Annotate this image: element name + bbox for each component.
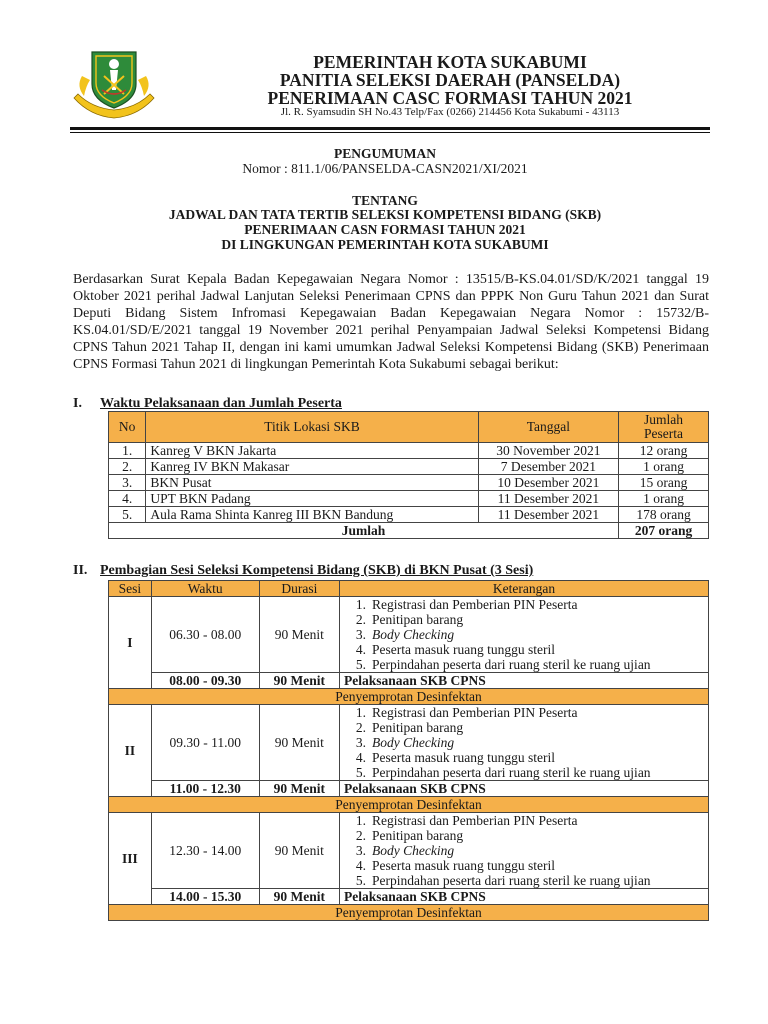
city-emblem-icon	[70, 46, 158, 122]
exam-duration: 90 Menit	[259, 889, 339, 905]
step-number: 2.	[355, 612, 367, 627]
table-row	[109, 507, 709, 523]
list-item	[344, 705, 704, 720]
column-header-date: Tanggal	[478, 412, 618, 443]
step-text: Perpindahan peserta dari ruang steril ke ruang ujian	[372, 873, 651, 888]
total-value: 207 orang	[619, 523, 709, 539]
table-row	[109, 491, 709, 507]
row-count: 12 orang	[619, 443, 709, 459]
list-item	[344, 627, 704, 642]
row-date: 7 Desember 2021	[478, 459, 618, 475]
column-header-location: Titik Lokasi SKB	[146, 412, 478, 443]
row-number: 1.	[109, 443, 146, 459]
session-steps-list	[344, 813, 704, 888]
step-text: Perpindahan peserta dari ruang steril ke ruang ujian	[372, 765, 651, 780]
column-header-duration: Durasi	[259, 581, 339, 597]
subject-line-3: DI LINGKUNGAN PEMERINTAH KOTA SUKABUMI	[221, 237, 549, 252]
announcement-number: Nomor : 811.1/06/PANSELDA-CASN2021/XI/2021	[242, 161, 528, 176]
disinfection-label: Penyemprotan Desinfektan	[109, 797, 709, 813]
exam-row	[109, 781, 709, 797]
row-date: 10 Desember 2021	[478, 475, 618, 491]
exam-time: 11.00 - 12.30	[151, 781, 259, 797]
session-duration: 90 Menit	[259, 705, 339, 781]
disinfection-label: Penyemprotan Desinfektan	[109, 905, 709, 921]
step-number: 5.	[355, 657, 367, 672]
session-steps-list	[344, 597, 704, 672]
step-text: Body Checking	[372, 627, 455, 642]
row-location: BKN Pusat	[146, 475, 478, 491]
exam-row	[109, 889, 709, 905]
step-number: 4.	[355, 750, 367, 765]
session-table	[108, 580, 709, 921]
step-number: 3.	[355, 627, 367, 642]
exam-row	[109, 673, 709, 689]
session-row	[109, 597, 709, 673]
letterhead-line-1: PEMERINTAH KOTA SUKABUMI	[313, 52, 587, 72]
schedule-table	[108, 411, 709, 539]
disinfection-row	[109, 905, 709, 921]
section-1-heading	[73, 396, 342, 412]
section-1-title: Waktu Pelaksanaan dan Jumlah Peserta	[100, 396, 342, 411]
step-number: 3.	[355, 843, 367, 858]
row-date: 30 November 2021	[478, 443, 618, 459]
exam-duration: 90 Menit	[259, 781, 339, 797]
session-number: II	[109, 705, 152, 797]
row-count: 1 orang	[619, 491, 709, 507]
step-number: 4.	[355, 642, 367, 657]
announcement-title: PENGUMUMAN	[334, 146, 436, 161]
step-text: Peserta masuk ruang tunggu steril	[372, 858, 555, 873]
step-text: Peserta masuk ruang tunggu steril	[372, 642, 555, 657]
announcement-about: TENTANG	[352, 193, 418, 208]
step-number: 5.	[355, 765, 367, 780]
column-header-notes: Keterangan	[340, 581, 709, 597]
total-label: Jumlah	[109, 523, 619, 539]
row-location: Kanreg IV BKN Makasar	[146, 459, 478, 475]
row-location: Kanreg V BKN Jakarta	[146, 443, 478, 459]
step-number: 1.	[355, 705, 367, 720]
row-count: 1 orang	[619, 459, 709, 475]
session-time: 12.30 - 14.00	[151, 813, 259, 889]
session-steps-list	[344, 705, 704, 780]
step-text: Penitipan barang	[372, 612, 464, 627]
total-row	[109, 523, 709, 539]
row-number: 3.	[109, 475, 146, 491]
disinfection-row	[109, 689, 709, 705]
letterhead-rule-thick	[70, 127, 710, 130]
session-number: I	[109, 597, 152, 689]
section-2-title: Pembagian Sesi Seleksi Kompetensi Bidang (SKB) di BKN Pusat (3 Sesi)	[100, 563, 534, 578]
exam-time: 08.00 - 09.30	[151, 673, 259, 689]
subject-line-2: PENERIMAAN CASN FORMASI TAHUN 2021	[244, 222, 526, 237]
letterhead-line-3: PENERIMAAN CASC FORMASI TAHUN 2021	[267, 88, 633, 108]
body-paragraph: Berdasarkan Surat Kepala Badan Kepegawaian Negara Nomor : 13515/B-KS.04.01/SD/K/2021 tanggal 19 Oktober 2021 perihal Jadwal Lanjutan Seleksi Penerimaan CPNS dan PPPK Non Guru Tahun 2021 dan Surat Deputi Bidang Sistem Infromasi Kepegawaian Badan Kepegawaian Negara Nomor : 15732/B-KS.04.01/SD/E/2021 tanggal 19 November 2021 perihal Penyampaian Jadwal Seleksi Kompetensi Bidang CPNS Tahun 2021 Tahap II, dengan ini kami umumkan Jadwal Seleksi Kompetensi Bidang (SKB) Penerimaan CPNS Formasi Tahun 2021 di lingkungan Pemerintah Kota Sukabumi sebagai berikut:	[73, 272, 709, 372]
row-date: 11 Desember 2021	[478, 507, 618, 523]
list-item	[344, 657, 704, 672]
column-header-no: No	[109, 412, 146, 443]
section-2-number: II.	[73, 563, 88, 578]
step-number: 4.	[355, 858, 367, 873]
row-location: Aula Rama Shinta Kanreg III BKN Bandung	[146, 507, 478, 523]
list-item	[344, 750, 704, 765]
step-text: Perpindahan peserta dari ruang steril ke ruang ujian	[372, 657, 651, 672]
exam-label: Pelaksanaan SKB CPNS	[340, 781, 709, 797]
session-row	[109, 813, 709, 889]
step-number: 2.	[355, 720, 367, 735]
step-text: Registrasi dan Pemberian PIN Peserta	[372, 705, 578, 720]
list-item	[344, 858, 704, 873]
section-2-heading	[73, 563, 533, 579]
session-time: 06.30 - 08.00	[151, 597, 259, 673]
letterhead-rule-thin	[70, 132, 710, 133]
exam-label: Pelaksanaan SKB CPNS	[340, 889, 709, 905]
step-number: 3.	[355, 735, 367, 750]
row-number: 5.	[109, 507, 146, 523]
row-date: 11 Desember 2021	[478, 491, 618, 507]
step-text: Penitipan barang	[372, 828, 464, 843]
session-duration: 90 Menit	[259, 813, 339, 889]
disinfection-label: Penyemprotan Desinfektan	[109, 689, 709, 705]
step-text: Body Checking	[372, 735, 455, 750]
session-row	[109, 705, 709, 781]
letterhead-line-2: PANITIA SELEKSI DAERAH (PANSELDA)	[279, 70, 621, 90]
table-row	[109, 475, 709, 491]
step-text: Registrasi dan Pemberian PIN Peserta	[372, 813, 578, 828]
exam-label: Pelaksanaan SKB CPNS	[340, 673, 709, 689]
step-text: Penitipan barang	[372, 720, 464, 735]
column-header-time: Waktu	[151, 581, 259, 597]
list-item	[344, 873, 704, 888]
step-text: Registrasi dan Pemberian PIN Peserta	[372, 597, 578, 612]
list-item	[344, 813, 704, 828]
list-item	[344, 828, 704, 843]
list-item	[344, 735, 704, 750]
session-notes	[340, 705, 709, 781]
row-number: 2.	[109, 459, 146, 475]
session-number: III	[109, 813, 152, 905]
list-item	[344, 642, 704, 657]
session-duration: 90 Menit	[259, 597, 339, 673]
session-notes	[340, 597, 709, 673]
table-header-row	[109, 412, 709, 443]
row-count: 178 orang	[619, 507, 709, 523]
letterhead-address: Jl. R. Syamsudin SH No.43 Telp/Fax (0266) 214456 Kota Sukabumi - 43113	[280, 106, 620, 118]
session-time: 09.30 - 11.00	[151, 705, 259, 781]
subject-line-1: JADWAL DAN TATA TERTIB SELEKSI KOMPETENSI BIDANG (SKB)	[168, 207, 602, 222]
step-text: Body Checking	[372, 843, 455, 858]
disinfection-row	[109, 797, 709, 813]
list-item	[344, 720, 704, 735]
section-1-number: I.	[73, 396, 82, 411]
table-row	[109, 459, 709, 475]
row-number: 4.	[109, 491, 146, 507]
exam-duration: 90 Menit	[259, 673, 339, 689]
step-number: 1.	[355, 813, 367, 828]
step-number: 1.	[355, 597, 367, 612]
column-header-count: Jumlah Peserta	[619, 412, 709, 443]
table-header-row	[109, 581, 709, 597]
column-header-session: Sesi	[109, 581, 152, 597]
step-number: 2.	[355, 828, 367, 843]
list-item	[344, 843, 704, 858]
list-item	[344, 597, 704, 612]
row-location: UPT BKN Padang	[146, 491, 478, 507]
table-row	[109, 443, 709, 459]
row-count: 15 orang	[619, 475, 709, 491]
exam-time: 14.00 - 15.30	[151, 889, 259, 905]
list-item	[344, 765, 704, 780]
step-text: Peserta masuk ruang tunggu steril	[372, 750, 555, 765]
list-item	[344, 612, 704, 627]
session-notes	[340, 813, 709, 889]
step-number: 5.	[355, 873, 367, 888]
